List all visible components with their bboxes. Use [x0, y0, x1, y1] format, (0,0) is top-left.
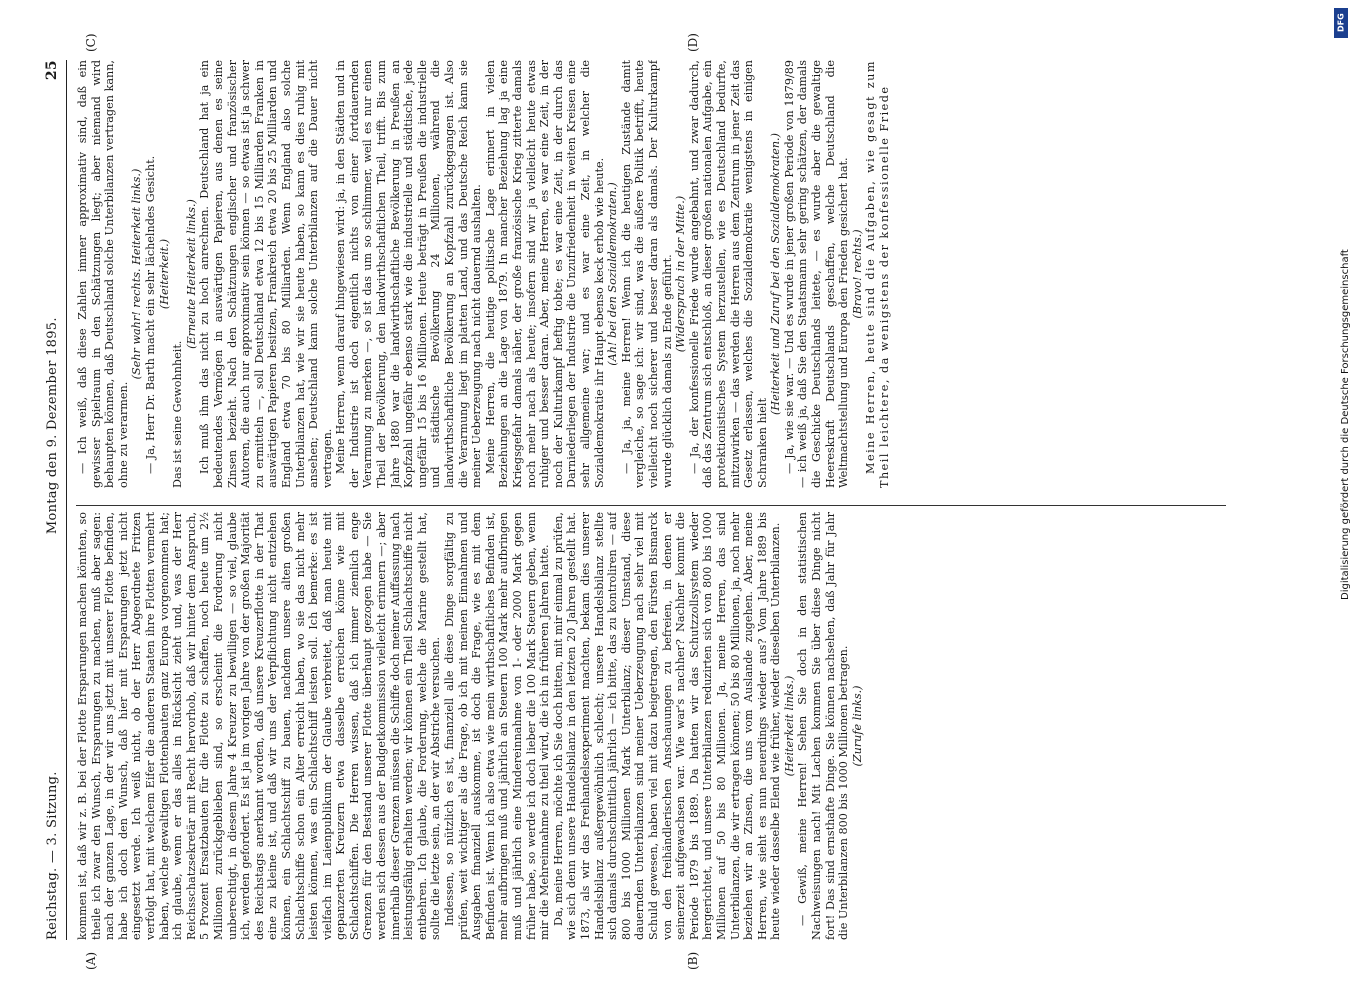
header-rule — [66, 60, 67, 940]
right-paragraph-6: Meine Herren, die heutige politische Lage erinnert in vielen Beziehungen an die Lage von 1879. In mancher Beziehung lag ja eine Kriegsgefahr damals näher, der große französische Krieg zitterte damals noch mehr nach als heute; insofern sind wir ja vielleicht heute etwas ruhiger und besser daran. Aber, meine Herren, es war eine Zeit, in der noch der Kulturkampf heftig tobte; es war eine Zeit, in der durch das Darniederliegen der Industrie die Unzufriedenheit in weiten Kreisen eine sehr allgemeine war; und es war eine Zeit, in welcher die Sozialdemokratie ihr Haupt ebenso keck erhob wie heute. — [483, 60, 606, 488]
page-header — [44, 60, 66, 940]
left-paragraph-3: Da, meine Herren, möchte ich Sie doch bitten, mit mir einmal zu prüfen, wie sich denn unsere Handelsbilanz in den letzten 20 Jahren gestellt hat. 1873, als wir das Freihandelsexperiment machten, bekam dies unserer Handelsbilanz außergewöhnlich schlecht; unsere Handelsbilanz stellte sich damals durchschnittlich jährlich — ich bitte, das zu kontroliren — auf 800 bis 1000 Millionen Mark Unterbilanz; dieser Umstand, diese dauernden Unterbilanzen sind meiner Ueberzeugung nach sehr viel mit Schuld gewesen, haben viel mit dazu beigetragen, den Fürsten Bismarck von den freihändlerischen Anschauungen zu befreien, in denen er seinerzeit aufgewachsen war. Wie war's nachher? Nachher kommt die Periode 1879 bis 1889. Da hatten wir das Schutzzollsystem wieder hergerichtet, und unsere Unterbilanzen reduzirten sich von 800 bis 1000 Millionen auf 50 bis 80 Millionen. Ja, meine Herren, das sind Unterbilanzen, die wir ertragen können; 50 bis 80 Millionen, ja, noch mehr beziehen wir an Zinsen, die uns vom Auslande zugehen. Aber, meine Herren, wie sieht es nun neuerdings wieder aus? Vom Jahre 1889 bis heute wieder dasselbe Elend wie früher, wieder dieselben Unterbilanzen. — [551, 512, 783, 940]
left-column — [76, 512, 1226, 940]
right-stage-direction-5: (Widerspruch in der Mitte.) — [674, 195, 688, 353]
right-paragraph-1: — Ich weiß, daß diese Zahlen immer approximativ sind, daß ein gewisser Spielraum in den Schätzungen liegt; aber niemand wird behaupten können, daß Deutschland solche Unterbilanzen vertragen kann, ohne zu verarmen. — [76, 60, 130, 488]
right-column — [76, 60, 1226, 488]
right-paragraph-9: — Ja, wie sie war. — Und es wurde in jener großen Periode von 1879/89 — ich weiß ja, daß Sie den Staatsmann sehr gering schätzen, der damals die Geschicke Deutschlands leitete, — es wurde aber die gewaltige Heereskraft Deutschlands geschaffen, welche Deutschland die Weltmachtstellung und Europa den Frieden gesichert hat. — [782, 60, 851, 488]
left-stage-direction-2: (Zurufe links.) — [850, 685, 864, 767]
right-stage-direction-6: (Heiterkeit und Zuruf bei den Sozialdemokraten.) — [769, 133, 783, 415]
column-divider — [76, 505, 1226, 506]
left-stage-direction-1: (Heiterkeit links.) — [782, 675, 796, 777]
right-paragraph-5: Meine Herren, wenn darauf hingewiesen wird: ja, in den Städten und in der Industrie ist doch eigentlich nichts von einer fortdauernden Verarmung zu merken —, so ist das um so schlimmer, weil es nur einen Theil der Bevölkerung, den landwirthschaftlichen Theil, trifft. Bis zum Jahre 1880 war die landwirthschaftliche Bevölkerung in Preußen an Kopfzahl ungefähr ebenso stark wie die industrielle und städtische, jede ungefähr 15 bis 16 Millionen. Heute beträgt in Preußen die industrielle und städtische Bevölkerung 24 Millionen, während die landwirthschaftliche Bevölkerung an Kopfzahl zurückgegangen ist. Also die Verarmung liegt im platten Land, und das Deutsche Reich kann sie meiner Ueberzeugung nach nicht dauernd aushalten. — [334, 60, 484, 488]
left-paragraph-4: — Gewiß, meine Herren! Sehen Sie doch in den statistischen Nachweisungen nach! Mit Lachen kommen Sie über diese Dinge nicht fort! Das sind ernsthafte Dinge. Sie können nachsehen, daß Jahr für Jahr die Unterbilanzen 800 bis 1000 Millionen betragen. — [796, 512, 851, 940]
margin-marker-b: (B) — [686, 951, 700, 970]
right-paragraph-7: — Ja, ja, meine Herren! Wenn ich die heutigen Zustände damit vergleiche, so sage ich: wir sind, was die äußere Politik betrifft, heute vielleicht noch sicherer und besser daran als damals. Der Kulturkampf wurde glücklich damals zu Ende geführt. — [619, 60, 674, 488]
right-paragraph-10: Meine Herren, heute sind die Aufgaben, wie gesagt zum Theil leichtere, da wenigstens der konfessionelle Friede — [864, 60, 892, 488]
dfg-logo: DFG — [1334, 8, 1348, 38]
header-date: Montag den 9. Dezember 1895. — [45, 317, 60, 535]
margin-marker-c: (C) — [84, 33, 98, 52]
page-number: 25 — [44, 60, 60, 81]
right-paragraph-3: Das ist seine Gewohnheit. — [171, 340, 185, 488]
left-paragraph-2: Indessen, so nützlich es ist, finanziell alle diese Dinge sorgfältig zu prüfen, weit wichtiger als die Frage, ob ich mit meinen Einnahmen und Ausgaben finanziell auskomme, ist doch die Frage, wie es mit dem Befinden ist. Wenn ich also etwa wie mein wirthschaftliches Befinden ist, mehr aufbringen muß und jährlich an Steuern 100 Mark mehr aufbringen muß und jährlich eine Mindereinnahme von 1- oder 2000 Mark gegen früher habe, so werde ich doch lieber die 100 Mark Steuern geben, wenn mir die Mehreinnahme zu theil wird, die ich in früheren Jahren hatte. — [443, 512, 552, 940]
digitization-credit: Digitalisierung gefördert durch die Deutsche Forschungsgemeinschaft — [1340, 249, 1351, 600]
right-paragraph-2: — Ja, Herr Dr. Barth macht ein sehr lächelndes Gesicht. — [143, 155, 157, 474]
right-stage-direction-4: (Ah! bei den Sozialdemokraten.) — [606, 182, 620, 366]
right-stage-direction-1: (Sehr wahr! rechts. Heiterkeit links.) — [130, 168, 144, 380]
left-paragraph-1: kommen ist, daß wir z. B. bei der Flotte Ersparungen machen könnten, so theile ich zwar den Wunsch, Ersparungen zu machen, muß aber sagen: nach der ganzen Lage, in der wir uns jetzt mit unserer Flotte befinden, habe ich doch den Wunsch, daß hier mit Ersparungen jetzt nicht eingesetzt werde. Ich weiß nicht, ob der Herr Abgeordnete Fritzen verfolgt hat, mit welchem Eifer die anderen Staaten ihre Flotten vermehrt haben, welche gewaltigen Flottenbauten ganz Europa vorgenommen hat; ich glaube, wenn er das alles in Rücksicht zieht und, was der Herr Reichsschatzsekretär mit Recht hervorhob, daß wir hinter dem Anspruch, 5 Prozent Ersatzbauten für die Flotte zu schaffen, noch heute um 2½ Millionen zurückgeblieben sind, so erscheint die Forderung nicht unberechtigt, in diesem Jahre 4 Kreuzer zu bewilligen — so viel, glaube ich, werden gefordert. Es ist ja im vorigen Jahre von der großen Majorität des Reichstags anerkannt worden, daß unsere Kreuzerflotte in der That eine zu kleine ist, und daß wir uns der Verpflichtung nicht entziehen können, ein Schlachtschiff zu bauen, nachdem unsere alten großen Schlachtschiffe schon ein Alter erreicht haben, wo sie das nicht mehr leisten können, was ein Schlachtschiff leisten soll. Ich bemerke: es ist vielfach im Laienpublikum der Glaube verbreitet, daß man heute mit gepanzerten Kreuzern etwa dasselbe erreichen könne wie mit Schlachtschiffen. Die Herren wissen, daß ich immer ziemlich enge Grenzen für den Bestand unserer Flotte überhaupt gezogen habe — Sie werden sich dessen aus der Budgetkommission vielleicht erinnern —; aber innerhalb dieser Grenzen müssen die Schiffe doch meiner Auffassung nach leistungsfähig erhalten werden; wir können ein Theil Schlachtschiffe nicht entbehren. Ich glaube, die Forderung, welche die Marine gestellt hat, sollte die letzte sein, an der wir Abstriche versuchen. — [76, 512, 443, 940]
right-stage-direction-7: (Bravo! rechts.) — [850, 229, 864, 319]
header-session: Reichstag. — 3. Sitzung. — [45, 771, 60, 940]
right-stage-direction-2: (Heiterkeit.) — [157, 238, 171, 310]
margin-marker-d: (D) — [686, 33, 700, 52]
right-stage-direction-3: (Erneute Heiterkeit links.) — [184, 199, 198, 349]
right-paragraph-8: — Ja, der konfessionelle Friede wurde angebahnt, und zwar dadurch, daß das Zentrum sich entschloß, an dieser großen nationalen Aufgabe, ein protektionistisches System herzustellen, wie es Deutschland bedurfte, mitzuwirken — das werden die Herren aus dem Zentrum in jener Zeit das Gesetz erlassen, welches die Sozialdemokratie wenigstens in einigen Schranken hielt — [687, 60, 769, 488]
right-paragraph-4: Ich muß ihm das nicht zu hoch anrechnen. Deutschland hat ja ein bedeutendes Vermögen in auswärtigen Papieren, aus denen es seine Zinsen bezieht. Nach den Schätzungen englischer und französischer Autoren, die auch nur approximativ sein können — so etwas ist ja schwer zu ermitteln —, soll Deutschland etwa 12 bis 15 Milliarden Franken in auswärtigen Papieren besitzen, Frankreich etwa 20 bis 25 Milliarden und England etwa 70 bis 80 Milliarden. Wenn England also solche Unterbilanzen hat, wie wir sie heute haben, so kann es dies ruhig mit ansehen; Deutschland kann solche Unterbilanzen auf die Dauer nicht vertragen. — [198, 60, 334, 488]
margin-marker-a: (A) — [84, 951, 98, 970]
